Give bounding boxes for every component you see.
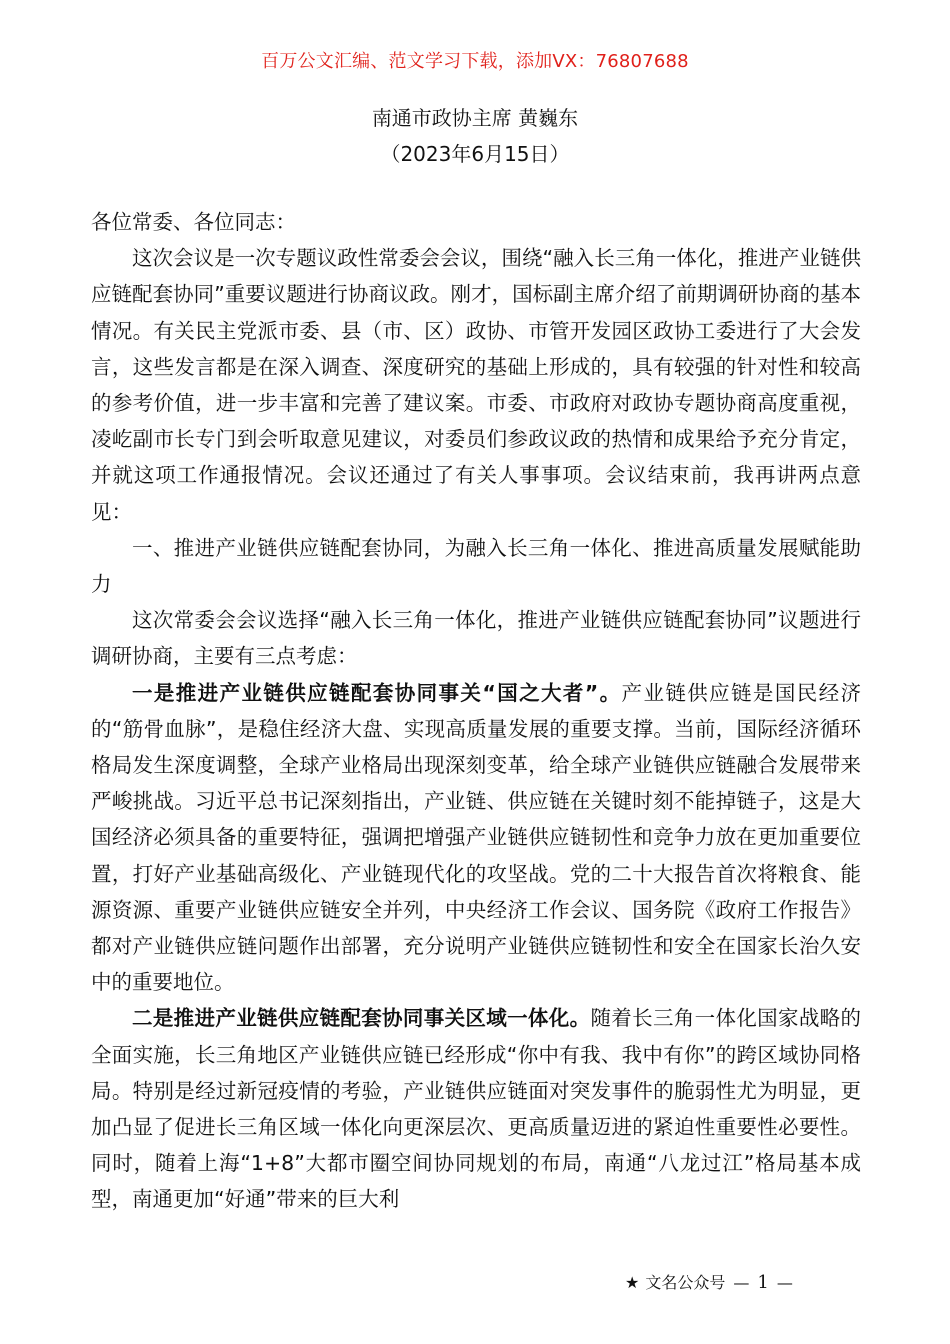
paragraph-point-2 xyxy=(91,1000,861,1217)
salutation: 各位常委、各位同志： xyxy=(91,210,296,234)
point-2-text: 随着长三角一体化国家战略的全面实施，长三角地区产业链供应链已经形成“你中有我、我中有你”的跨区域协同格局。特别是经过新冠疫情的考验，产业链供应链面对突发事件的脆弱性尤为明显，更加凸显了促进长三角区域一体化向更深层次、更高质量迈进的紧迫性重要性必要性。同时，随着上海“1+8”大都市圈空间协同规划的布局，南通“八龙过江”格局基本成型，南通更加“好通”带来的巨大利 xyxy=(91,1006,862,1212)
paragraph-point-1 xyxy=(91,675,861,1001)
paragraph-topic: 这次常委会会议选择“融入长三角一体化，推进产业链供应链配套协同”议题进行调研协商，主要有三点考虑： xyxy=(91,608,861,669)
speech-date: （2023年6月15日） xyxy=(380,142,570,166)
point-1-title: 一是推进产业链供应链配套协同事关“国之大者”。 xyxy=(132,680,622,705)
promo-banner: 百万公文汇编、范文学习下载，添加VX：76807688 xyxy=(261,51,689,72)
star-icon: ★ xyxy=(625,1273,640,1292)
footer-label: 文名公众号 xyxy=(645,1273,726,1292)
point-2-title: 二是推进产业链供应链配套协同事关区域一体化。 xyxy=(132,1006,591,1031)
speech-body xyxy=(91,204,861,1218)
footer-dash-left: — xyxy=(733,1273,750,1292)
page-number: 1 xyxy=(757,1272,769,1293)
speaker-line: 南通市政协主席 黄巍东 xyxy=(371,106,579,130)
section-heading-1: 一、推进产业链供应链配套协同，为融入长三角一体化、推进高质量发展赋能助力 xyxy=(91,535,861,597)
paragraph-intro: 这次会议是一次专题议政性常委会会议，围绕“融入长三角一体化，推进产业链供应链配套协同”重要议题进行协商议政。刚才，国标副主席介绍了前期调研协商的基本情况。有关民主党派市委、县（市、区）政协、市管开发园区政协工委进行了大会发言，这些发言都是在深入调查、深度研究的基础上形成的，具有较强的针对性和较高的参考价值，进一步丰富和完善了建议案。市委、市政府对政协专题协商高度重视，凌屹副市长专门到会听取意见建议，对委员们参政议政的热情和成果给予充分肯定，并就这项工作通报情况。会议还通过了有关人事事项。会议结束前，我再讲两点意见： xyxy=(91,246,861,524)
footer-dash-right: — xyxy=(776,1273,793,1292)
point-1-text: 产业链供应链是国民经济的“筋骨血脉”，是稳住经济大盘、实现高质量发展的重要支撑。当前，国际经济循环格局发生深度调整，全球产业格局出现深刻变革，给全球产业链供应链融合发展带来严峻挑战。习近平总书记深刻指出，产业链、供应链在关键时刻不能掉链子，这是大国经济必须具备的重要特征，强调把增强产业链供应链韧性和竞争力放在更加重要位置，打好产业基础高级化、产业链现代化的攻坚战。党的二十大报告首次将粮食、能源资源、重要产业链供应链安全并列，中央经济工作会议、国务院《政府工作报告》都对产业链供应链问题作出部署，充分说明产业链供应链韧性和安全在国家长治久安中的重要地位。 xyxy=(91,680,861,995)
page-footer xyxy=(625,1270,801,1293)
